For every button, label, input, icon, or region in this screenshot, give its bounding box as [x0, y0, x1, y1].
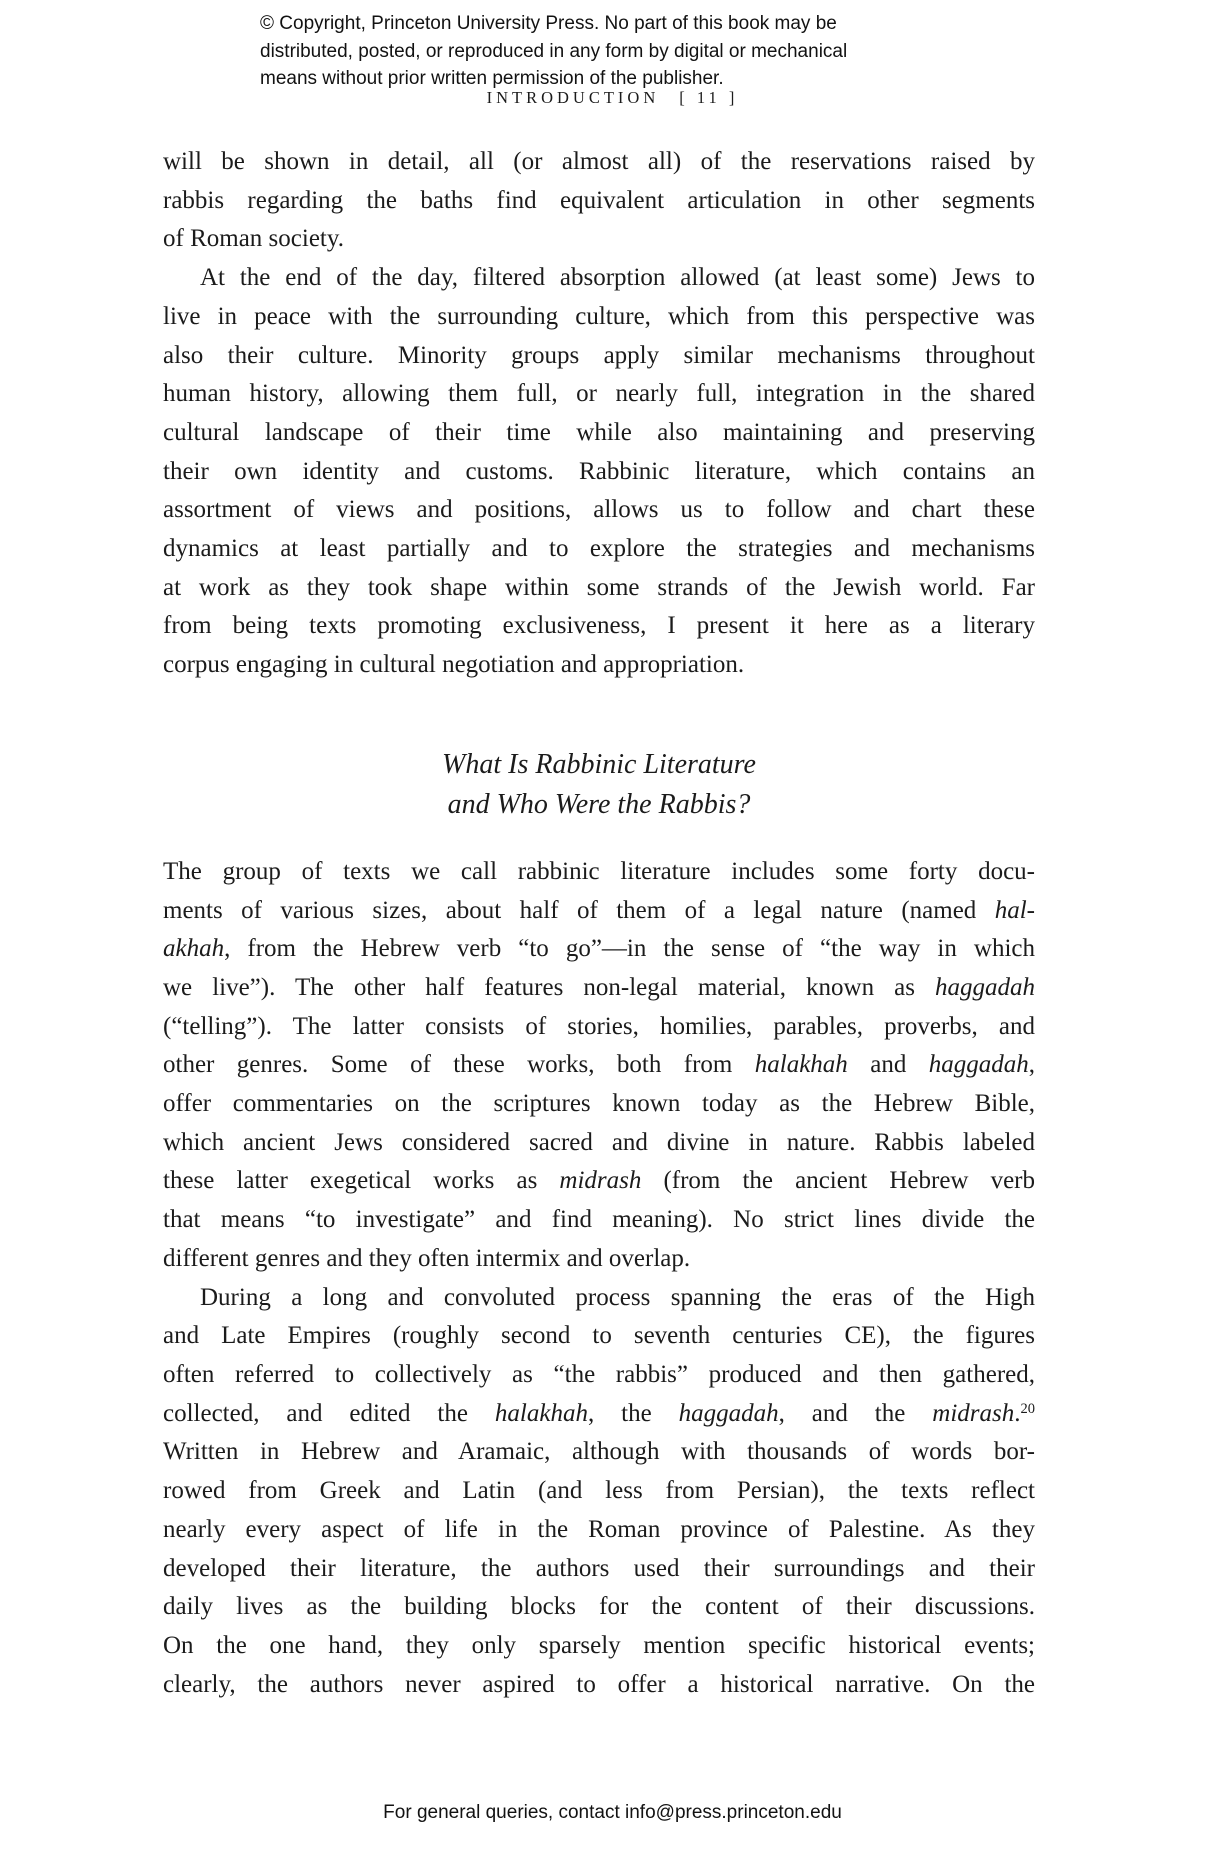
- text-line: cultural landscape of their time while also maintaining and preserving: [163, 418, 1035, 446]
- text-line: corpus engaging in cultural negotiation and appropriation.: [163, 651, 745, 679]
- text-line: which ancient Jews considered sacred and divine in nature. Rabbis labeled: [163, 1128, 1035, 1156]
- text-line: that means “to investigate” and find meaning). No strict lines divide the: [163, 1206, 1035, 1234]
- text-line: nearly every aspect of life in the Roman province of Palestine. As they: [163, 1515, 1035, 1543]
- paragraph: [163, 1279, 1035, 1705]
- text-line: offer commentaries on the scriptures known today as the Hebrew Bible,: [163, 1090, 1035, 1118]
- body-part-1: [163, 143, 1035, 685]
- text-line: other genres. Some of these works, both from halakhah and haggadah,: [163, 1051, 1035, 1079]
- text-line: at work as they took shape within some strands of the Jewish world. Far: [163, 573, 1035, 601]
- text-line: dynamics at least partially and to explore the strategies and mechanisms: [163, 535, 1035, 563]
- text-line: from being texts promoting exclusiveness, I present it here as a literary: [163, 612, 1035, 640]
- text-line: these latter exegetical works as midrash (from the ancient Hebrew verb: [163, 1167, 1035, 1195]
- text-line: rabbis regarding the baths find equivalent articulation in other segments: [163, 186, 1035, 214]
- section-heading-line: What Is Rabbinic Literature: [442, 748, 756, 780]
- text-line: During a long and convoluted process spanning the eras of the High: [200, 1283, 1035, 1311]
- text-line: On the one hand, they only sparsely mention specific historical events;: [163, 1631, 1035, 1659]
- paragraph: [163, 853, 1035, 1279]
- text-line: collected, and edited the halakhah, the haggadah, and the midrash.$^{20}$: [163, 1399, 1035, 1427]
- text-line: will be shown in detail, all (or almost all) of the reservations raised by: [163, 148, 1035, 175]
- text-line: human history, allowing them full, or nearly full, integration in the shared: [163, 380, 1035, 408]
- copyright-line: distributed, posted, or reproduced in any form by digital or mechanical: [260, 40, 848, 62]
- running-head: [0, 88, 1225, 108]
- body-part-2: [163, 853, 1035, 1704]
- paragraph: [163, 143, 1035, 259]
- section-heading-line: and Who Were the Rabbis?: [447, 788, 751, 820]
- text-line: assortment of views and positions, allows us to follow and chart these: [163, 496, 1035, 524]
- text-line: developed their literature, the authors used their surroundings and their: [163, 1554, 1035, 1582]
- section-heading: [163, 745, 1035, 825]
- text-line: daily lives as the building blocks for the content of their discussions.: [163, 1593, 1035, 1621]
- copyright-line: © Copyright, Princeton University Press. No part of this book may be: [260, 13, 837, 34]
- text-line: and Late Empires (roughly second to seventh centuries CE), the figures: [163, 1322, 1035, 1350]
- text-line: their own identity and customs. Rabbinic literature, which contains an: [163, 457, 1035, 485]
- running-head-title: INTRODUCTION: [486, 88, 660, 107]
- text-line: often referred to collectively as “the rabbis” produced and then gathered,: [163, 1360, 1035, 1388]
- paragraph: [163, 259, 1035, 685]
- copyright-line: means without prior written permission of the publisher.: [260, 68, 724, 89]
- text-line: live in peace with the surrounding culture, which from this perspective was: [163, 302, 1035, 330]
- text-line: akhah, from the Hebrew verb “to go”—in the sense of “the way in which: [163, 935, 1035, 963]
- page-number: [ 11 ]: [679, 88, 739, 107]
- text-line: (“telling”). The latter consists of stories, homilies, parables, proverbs, and: [163, 1012, 1035, 1040]
- text-line: we live”). The other half features non-legal material, known as haggadah: [163, 973, 1035, 1001]
- text-line: ments of various sizes, about half of them of a legal nature (named hal-: [163, 896, 1035, 924]
- text-line: of Roman society.: [163, 225, 344, 253]
- text-line: clearly, the authors never aspired to offer a historical narrative. On the: [163, 1670, 1035, 1698]
- footer-queries-note: For general queries, contact info@press.princeton.edu: [383, 1802, 842, 1823]
- copyright-notice: [260, 10, 847, 93]
- text-line: At the end of the day, filtered absorption allowed (at least some) Jews to: [200, 264, 1035, 292]
- text-line: also their culture. Minority groups apply similar mechanisms throughout: [163, 341, 1035, 369]
- text-line: The group of texts we call rabbinic literature includes some forty docu-: [163, 857, 1035, 885]
- body-text: [163, 143, 1035, 1704]
- text-line: rowed from Greek and Latin (and less from Persian), the texts reflect: [163, 1477, 1035, 1505]
- text-line: Written in Hebrew and Aramaic, although with thousands of words bor-: [163, 1438, 1035, 1466]
- text-line: different genres and they often intermix and overlap.: [163, 1244, 691, 1272]
